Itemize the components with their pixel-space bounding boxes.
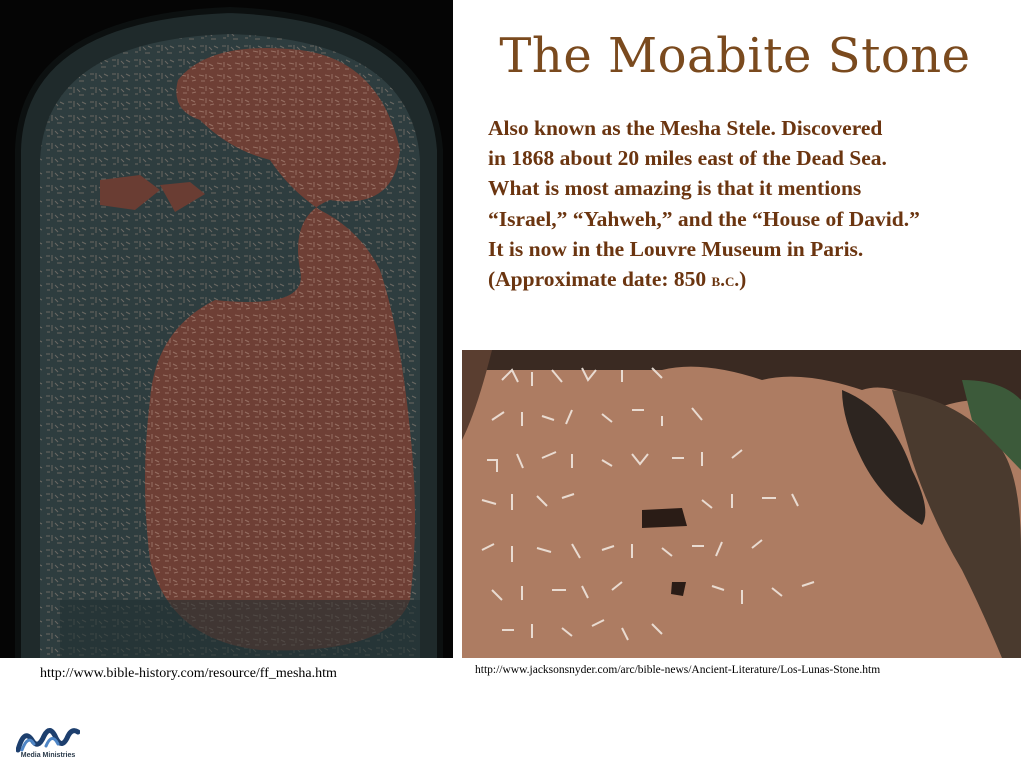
description-line: What is most amazing is that it mentions bbox=[488, 176, 862, 201]
logo-waves-icon bbox=[16, 722, 80, 754]
right-image-source-link[interactable]: http://www.jacksonsnyder.com/arc/bible-news/Ancient-Literature/Los-Lunas-Stone.htm bbox=[475, 664, 881, 676]
description-date-line bbox=[488, 264, 1018, 296]
description-line: Also known as the Mesha Stele. Discovered bbox=[488, 116, 883, 140]
rock-inscription-photo bbox=[462, 350, 1021, 658]
slide-title: The Moabite Stone bbox=[499, 28, 971, 84]
logo-text: Media Ministries bbox=[20, 752, 76, 759]
description-line: “Israel,” “Yahweh,” and the “House of David.” bbox=[488, 206, 920, 231]
date-prefix: (Approximate date: 850 bbox=[488, 267, 712, 292]
slide-description bbox=[488, 113, 1018, 296]
mesha-stele-illustration bbox=[0, 0, 453, 658]
description-line: It is now in the Louvre Museum in Paris. bbox=[488, 236, 864, 261]
description-line: in 1868 about 20 miles east of the Dead Sea. bbox=[488, 146, 887, 171]
media-ministries-logo bbox=[16, 722, 80, 762]
rock-inscription-illustration bbox=[462, 350, 1021, 658]
left-image-source-link[interactable]: http://www.bible-history.com/resource/ff_mesha.htm bbox=[40, 666, 337, 681]
date-suffix: ) bbox=[739, 267, 747, 292]
date-era: b.c. bbox=[711, 270, 740, 292]
mesha-stele-photo bbox=[0, 0, 453, 658]
